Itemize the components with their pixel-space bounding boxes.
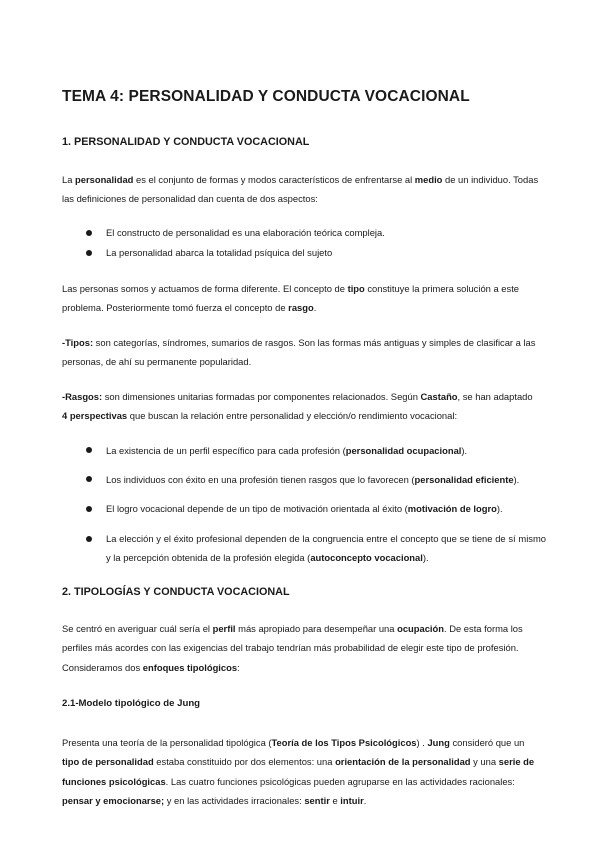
bullet-icon [86,447,92,453]
section-1-heading: 1. PERSONALIDAD Y CONDUCTA VOCACIONAL [62,136,310,148]
aspect-item: El constructo de personalidad es una elaboración teórica compleja. [106,227,385,238]
bullet-icon [86,250,92,256]
tipos-paragraph: -Tipos: son categorías, síndromes, sumarios de rasgos. Son las formas más antiguas y simples de clasificar a las personas, de ahí su permanente popularidad. [62,337,536,368]
section-2-intro: Se centró en averiguar cuál sería el perfil más apropiado para desempeñar una ocupación. De esta forma los perfiles más acordes con las exigencias del trabajo tendrían más probabilidad de elegir este tipo de profesión. Consideramos dos enfoques tipológicos: [62,623,523,673]
perspective-item: La elección y el éxito profesional dependen de la congruencia entre el concepto que se tiene de sí mismo y la percepción obtenida de la profesión elegida (autoconcepto vocacional). [106,533,546,564]
section-1-intro: La personalidad es el conjunto de formas y modos característicos de enfrentarse al medio de un individuo. Todas las definiciones de personalidad dan cuenta de dos aspectos: [62,174,539,205]
concept-paragraph: Las personas somos y actuamos de forma diferente. El concepto de tipo constituye la primera solución a este problema. Posteriormente tomó fuerza el concepto de rasgo. [62,283,520,314]
perspective-item: La existencia de un perfil específico para cada profesión (personalidad ocupacional). [106,445,468,456]
bullet-icon [86,506,92,512]
bullet-icon [86,536,92,542]
jung-paragraph: Presenta una teoría de la personalidad tipológica (Teoría de los Tipos Psicológicos) . Jung consideró que un tipo de personalidad estaba constituido por dos elementos: una orientación de la personalidad y una serie de funciones psicológicas. Las cuatro funciones psicológicas pueden agruparse en las actividades racionales: pensar y emocionarse; y en las actividades irracionales: sentir e intuir. [62,737,535,806]
perspective-item: El logro vocacional depende de un tipo de motivación orientada al éxito (motivación de logro). [106,503,503,514]
subsection-heading: 2.1-Modelo tipológico de Jung [62,698,201,709]
perspective-item: Los individuos con éxito en una profesión tienen rasgos que lo favorecen (personalidad eficiente). [106,474,520,485]
bullet-icon [86,476,92,482]
aspect-item: La personalidad abarca la totalidad psíquica del sujeto [106,247,333,258]
page-title: TEMA 4: PERSONALIDAD Y CONDUCTA VOCACIONAL [62,88,470,105]
rasgos-paragraph: -Rasgos: son dimensiones unitarias formadas por componentes relacionados. Según Castaño, se han adaptado 4 perspectivas que buscan la relación entre personalidad y elección/o rendimiento vocacional: [62,391,533,422]
section-2-heading: 2. TIPOLOGÍAS Y CONDUCTA VOCACIONAL [62,586,290,598]
bullet-icon [86,230,92,236]
